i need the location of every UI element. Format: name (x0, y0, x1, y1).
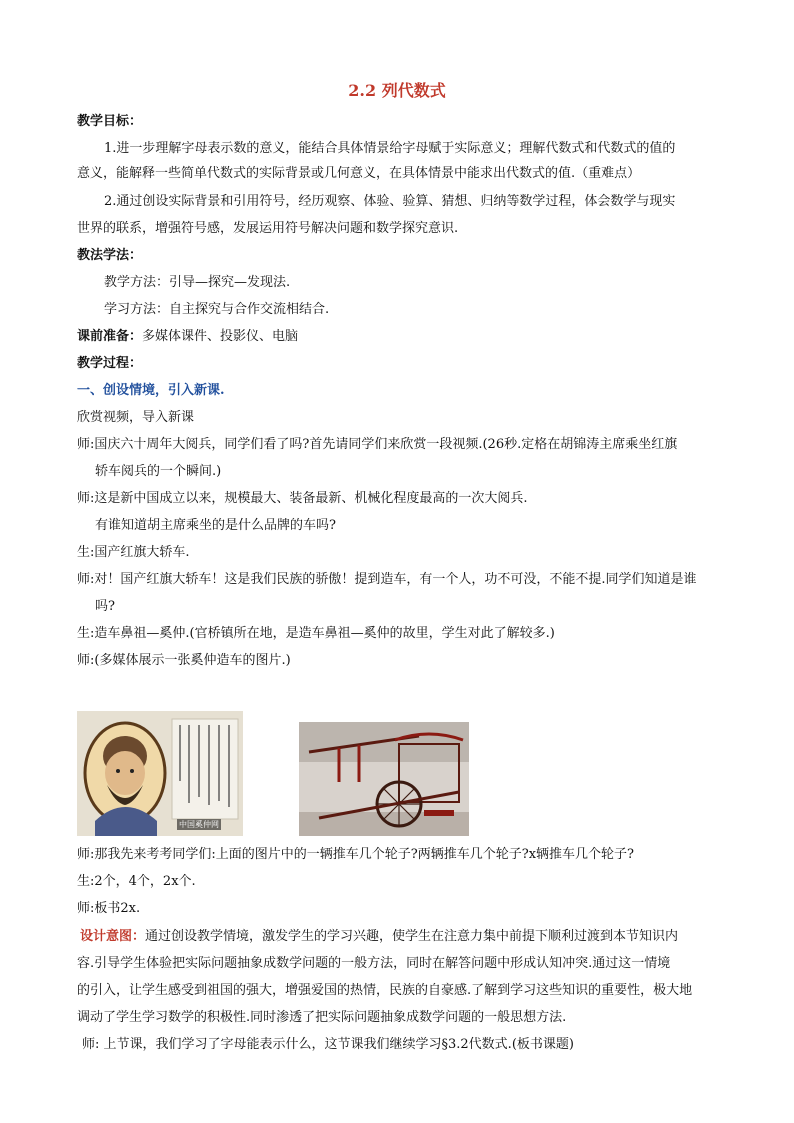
design-intent-line-4: 调动了学生学习数学的积极性.同时渗透了把实际问题抽象成数学问题的一般思想方法. (77, 1010, 567, 1025)
learning-method: 学习方法：自主探究与合作交流相结合. (104, 302, 330, 317)
student-answer-wheels: 生:2个，4个，2x个. (77, 874, 196, 889)
preparation-text: 多媒体课件、投影仪、电脑 (142, 329, 299, 344)
design-intent-line-2: 容.引导学生体验把实际问题抽象成数学问题的一般方法，同时在解答问题中形成认知冲突.通过这一情境 (77, 956, 671, 971)
design-intent-text-1: 通过创设教学情境，激发学生的学习兴趣，使学生在注意力集中前提下顺利过渡到本节知识内 (145, 929, 679, 944)
xizhong-portrait-image (77, 711, 243, 836)
image-watermark: 中国奚仲网 (179, 820, 219, 829)
objective-2-line-1: 2.通过创设实际背景和引用符号，经历观察、体验、验算、猜想、归纳等数学过程，体会数学与现实 (104, 194, 676, 209)
section-1-heading: 一、创设情境，引入新课. (77, 383, 225, 398)
teacher-line-1a: 师:国庆六十周年大阅兵，同学们看了吗?首先请同学们来欣赏一段视频.(26秒.定格在胡锦涛主席乘坐红旗 (77, 437, 678, 452)
portrait-illustration (77, 711, 243, 836)
teacher-line-2: 师:这是新中国成立以来，规模最大、装备最新、机械化程度最高的一次大阅兵. (77, 491, 528, 506)
preparation-label: 课前准备： (77, 329, 143, 344)
objective-2-line-2: 世界的联系，增强符号感，发展运用符号解决问题和数学探究意识. (77, 221, 459, 236)
teacher-line-1b: 轿车阅兵的一个瞬间.) (95, 464, 222, 479)
teaching-method: 教学方法：引导—探究—发现法. (104, 275, 291, 290)
design-intent-line-3: 的引入，让学生感受到祖国的强大，增强爱国的热情，民族的自豪感.了解到学习这些知识的重要性，极大地 (77, 983, 693, 998)
methods-heading: 教法学法： (77, 248, 143, 263)
teacher-board-note: 师:板书2x. (77, 901, 141, 916)
objective-1-line-1: 1.进一步理解字母表示数的意义，能结合具体情景给字母赋于实际意义；理解代数式和代数式的值的 (104, 141, 676, 156)
teacher-closing-line: 师: 上节课，我们学习了字母能表示什么，这节课我们继续学习§3.2代数式.(板书课题) (82, 1037, 574, 1052)
preparation-line (77, 328, 298, 346)
objective-1-line-2: 意义，能解释一些简单代数式的实际背景或几何意义，在具体情景中能求出代数式的值.（重难点） (77, 166, 641, 181)
ancient-cart-image (299, 722, 469, 836)
student-line-1: 生:国产红旗大轿车. (77, 545, 190, 560)
teacher-line-3a: 师:对！国产红旗大轿车！这是我们民族的骄傲！提到造车，有一个人，功不可没，不能不提.同学们知道是谁 (77, 572, 697, 587)
teacher-question-wheels: 师:那我先来考考同学们:上面的图片中的一辆推车几个轮子?两辆推车几个轮子?x辆推车几个轮子? (77, 847, 635, 862)
paragraph-video: 欣赏视频，导入新课 (77, 410, 195, 425)
cart-illustration (299, 722, 469, 836)
design-intent-line-1 (80, 928, 678, 946)
teacher-line-4: 师:(多媒体展示一张奚仲造车的图片.) (77, 653, 291, 668)
student-line-2: 生:造车鼻祖—奚仲.(官桥镇所在地，是造车鼻祖—奚仲的故里，学生对此了解较多.) (77, 626, 555, 641)
teacher-line-3b: 吗? (95, 599, 115, 614)
objectives-heading: 教学目标： (77, 114, 143, 129)
process-heading: 教学过程： (77, 356, 143, 371)
teacher-question: 有谁知道胡主席乘坐的是什么品牌的车吗? (95, 518, 336, 533)
page-title: 2.2 列代数式 (348, 81, 446, 100)
design-intent-label: 设计意图： (80, 929, 146, 944)
